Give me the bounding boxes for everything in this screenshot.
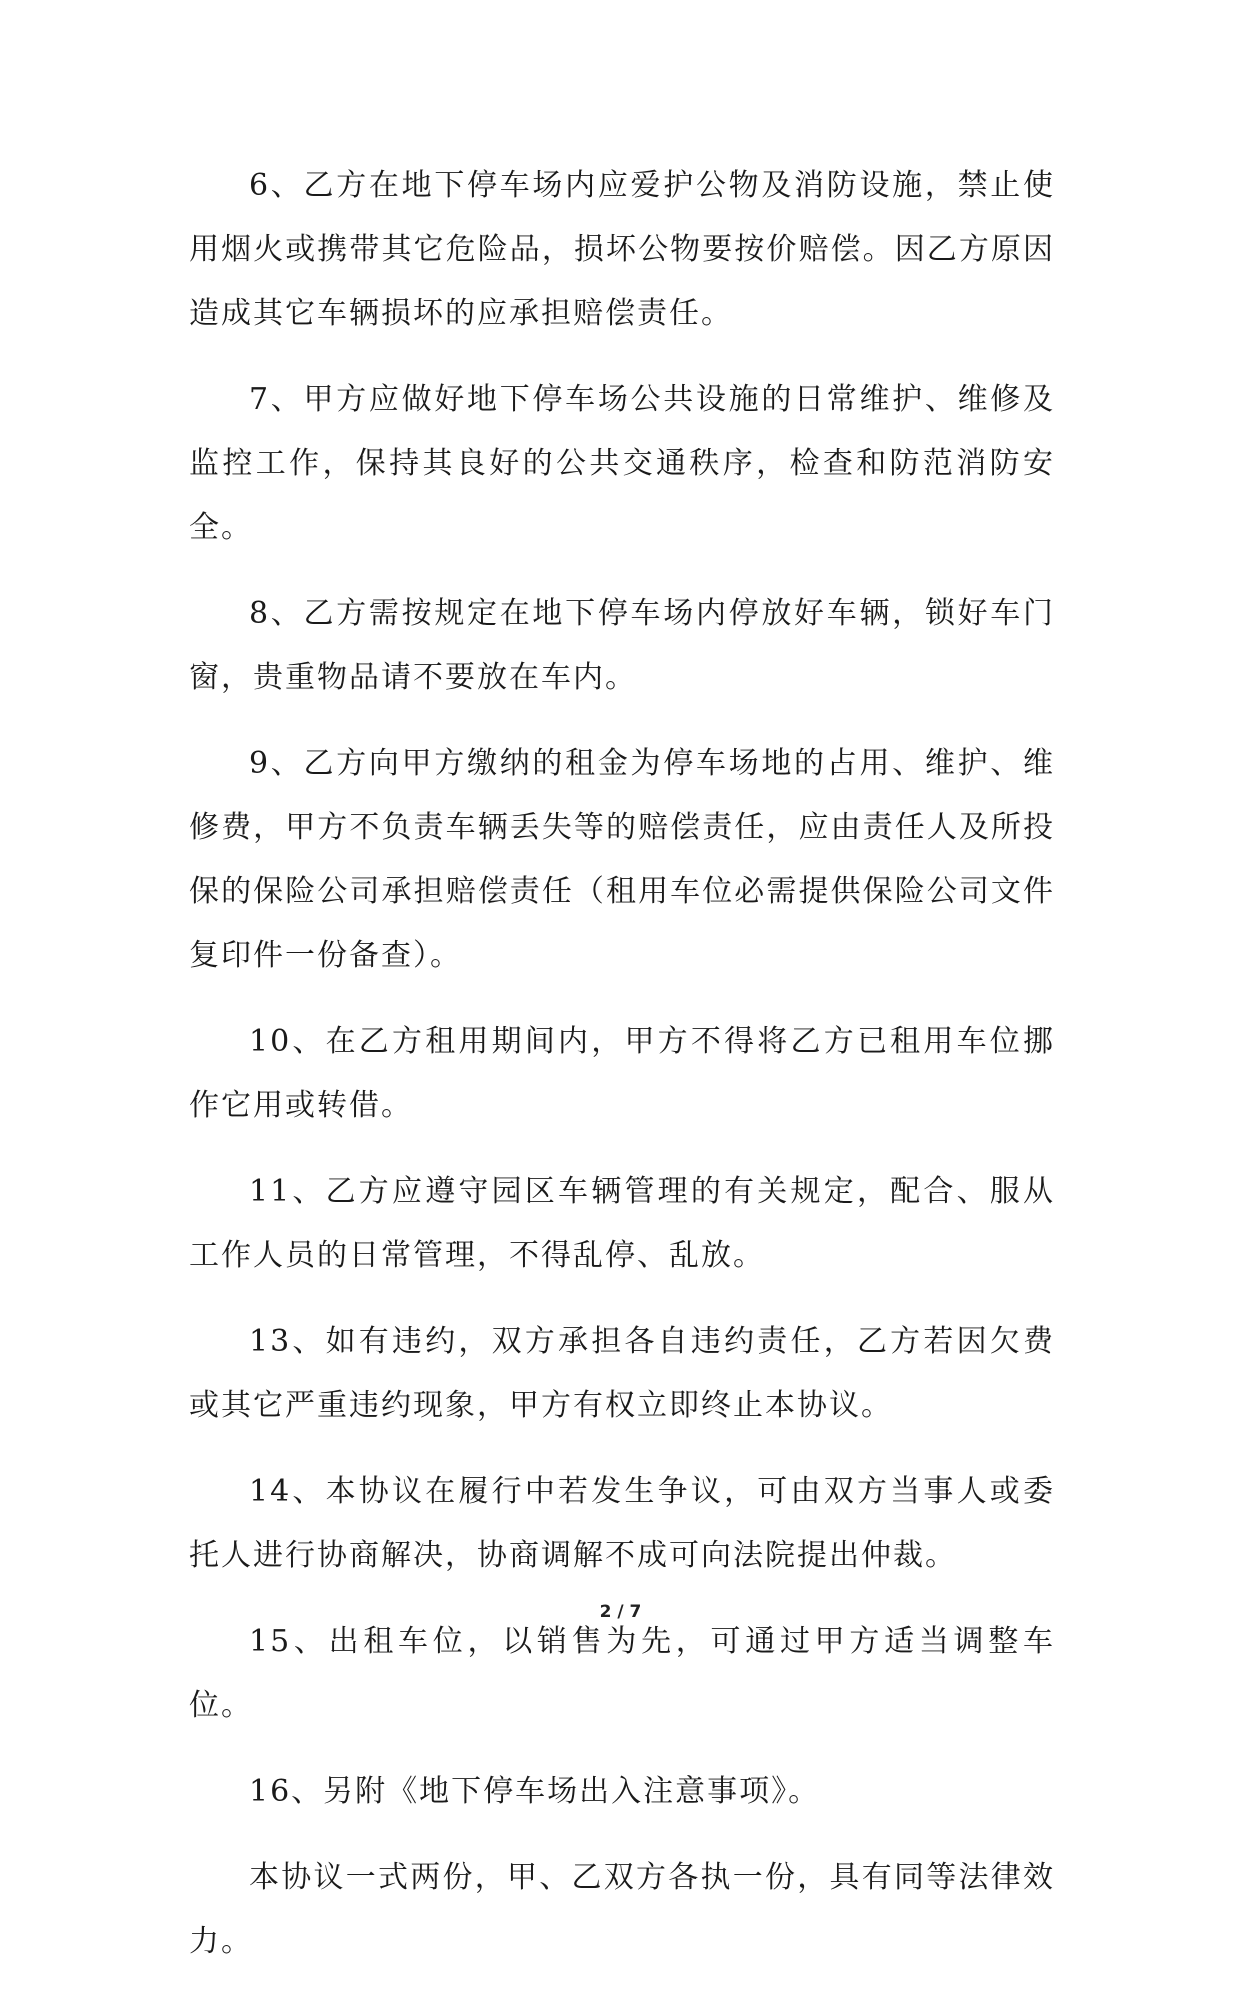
page-number: 2 / 7 — [599, 1602, 642, 1622]
clause-9: 9、乙方向甲方缴纳的租金为停车场地的占用、维护、维修费，甲方不负责车辆丢失等的赔偿责任，应由责任人及所投保的保险公司承担赔偿责任（租用车位必需提供保险公司文件复印件一份备查）。 — [189, 746, 1055, 973]
clause-8: 8、乙方需按规定在地下停车场内停放好车辆，锁好车门窗，贵重物品请不要放在车内。 — [189, 596, 1055, 695]
clause-11: 11、乙方应遵守园区车辆管理的有关规定，配合、服从工作人员的日常管理，不得乱停、乱放。 — [189, 1174, 1055, 1273]
clause-7: 7、甲方应做好地下停车场公共设施的日常维护、维修及监控工作，保持其良好的公共交通秩序，检查和防范消防安全。 — [189, 382, 1055, 545]
document-body — [189, 154, 1055, 1996]
clause-6: 6、乙方在地下停车场内应爱护公物及消防设施，禁止使用烟火或携带其它危险品，损坏公物要按价赔偿。因乙方原因造成其它车辆损坏的应承担赔偿责任。 — [189, 168, 1055, 331]
closing-statement: 本协议一式两份，甲、乙双方各执一份，具有同等法律效力。 — [189, 1860, 1055, 1959]
clause-14: 14、本协议在履行中若发生争议，可由双方当事人或委托人进行协商解决，协商调解不成可向法院提出仲裁。 — [189, 1474, 1055, 1573]
clause-16: 16、另附《地下停车场出入注意事项》。 — [249, 1774, 821, 1809]
clause-10: 10、在乙方租用期间内，甲方不得将乙方已租用车位挪作它用或转借。 — [189, 1024, 1055, 1123]
clause-15: 15、出租车位，以销售为先，可通过甲方适当调整车位。 — [189, 1624, 1055, 1723]
clause-13: 13、如有违约，双方承担各自违约责任，乙方若因欠费或其它严重违约现象，甲方有权立即终止本协议。 — [189, 1324, 1055, 1423]
